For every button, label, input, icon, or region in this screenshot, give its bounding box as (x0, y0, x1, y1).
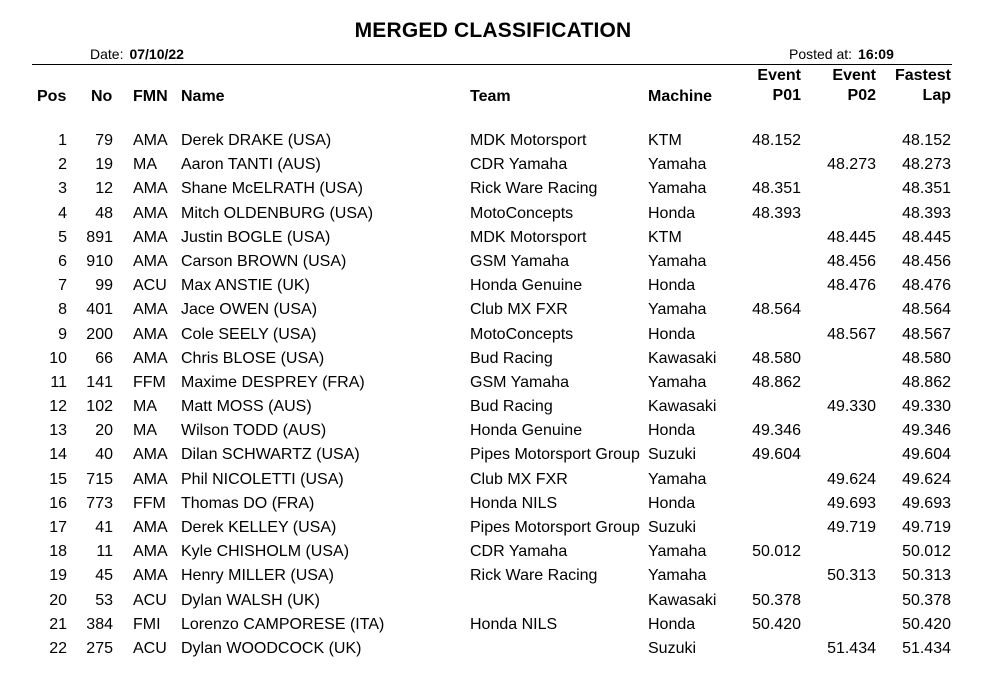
header-name: Name (181, 88, 225, 105)
cell-event-p02: 51.434 (827, 639, 876, 657)
header-fastest-top: Fastest (894, 67, 951, 84)
cell-event-p01: 48.393 (752, 204, 801, 222)
cell-fmn: FMI (133, 615, 161, 633)
posted-label: Posted at: (789, 46, 853, 62)
cell-fmn: ACU (133, 639, 167, 657)
cell-name: Maxime DESPREY (FRA) (181, 373, 365, 391)
cell-name: Wilson TODD (AUS) (181, 422, 327, 440)
cell-machine: KTM (648, 132, 682, 149)
cell-team: Honda NILS (470, 494, 558, 512)
cell-pos: 13 (49, 422, 67, 440)
cell-no: 66 (95, 349, 113, 367)
cell-fastest-lap: 49.719 (902, 519, 951, 536)
cell-name: Chris BLOSE (USA) (181, 349, 325, 367)
cell-fastest-lap: 48.152 (902, 132, 951, 149)
cell-pos: 14 (49, 446, 67, 464)
classification-table-body (0, 129, 986, 661)
header-no: No (91, 88, 113, 105)
cell-name: Dylan WOODCOCK (UK) (181, 639, 362, 657)
cell-name: Dylan WALSH (UK) (181, 591, 320, 609)
cell-machine: Suzuki (648, 446, 697, 464)
header-event-p01-bottom: P01 (772, 87, 801, 104)
cell-fastest-lap: 48.564 (902, 301, 951, 319)
table-row (0, 153, 986, 177)
cell-machine: Honda (648, 325, 696, 343)
cell-team: Club MX FXR (470, 301, 568, 319)
cell-event-p02: 49.330 (827, 398, 876, 416)
date-label: Date: (90, 46, 124, 62)
cell-team: Pipes Motorsport Group (470, 446, 640, 464)
cell-pos: 10 (49, 349, 67, 367)
cell-fastest-lap: 48.445 (902, 228, 951, 246)
cell-fmn: AMA (133, 132, 168, 149)
cell-fmn: ACU (133, 277, 167, 295)
table-row (0, 443, 986, 467)
cell-no: 99 (95, 277, 113, 295)
cell-machine: Kawasaki (648, 591, 717, 609)
cell-name: Jace OWEN (USA) (181, 301, 318, 319)
cell-pos: 7 (58, 277, 67, 295)
table-row (0, 371, 986, 395)
cell-no: 200 (86, 325, 113, 343)
header-event-p02-bottom: P02 (847, 87, 876, 104)
cell-fastest-lap: 49.693 (902, 494, 951, 512)
cell-machine: Honda (648, 204, 696, 222)
cell-event-p02: 48.476 (827, 277, 876, 295)
cell-team: Honda NILS (470, 615, 558, 633)
date-info (90, 46, 184, 62)
cell-team: MotoConcepts (470, 204, 574, 222)
cell-fastest-lap: 48.393 (902, 204, 951, 222)
cell-name: Thomas DO (FRA) (181, 494, 315, 512)
cell-no: 891 (86, 228, 113, 246)
cell-fastest-lap: 50.313 (902, 567, 951, 585)
cell-name: Derek DRAKE (USA) (181, 132, 332, 149)
cell-no: 41 (95, 519, 113, 536)
cell-event-p01: 49.346 (752, 422, 801, 440)
cell-event-p01: 50.012 (752, 543, 801, 561)
table-row (0, 347, 986, 371)
cell-machine: Yamaha (648, 156, 707, 174)
cell-pos: 5 (58, 228, 67, 246)
cell-no: 275 (86, 639, 113, 657)
cell-machine: Kawasaki (648, 349, 717, 367)
cell-machine: Kawasaki (648, 398, 717, 416)
cell-fmn: AMA (133, 325, 168, 343)
cell-name: Lorenzo CAMPORESE (ITA) (181, 615, 385, 633)
cell-name: Carson BROWN (USA) (181, 252, 347, 270)
cell-team: CDR Yamaha (470, 156, 568, 174)
header-fastest-bottom: Lap (922, 87, 951, 104)
table-row (0, 540, 986, 564)
cell-pos: 20 (49, 591, 67, 609)
cell-name: Henry MILLER (USA) (181, 567, 334, 585)
cell-no: 12 (95, 180, 113, 198)
cell-no: 53 (95, 591, 113, 609)
cell-fmn: FFM (133, 373, 166, 391)
header-rule (32, 64, 952, 65)
cell-pos: 11 (50, 373, 67, 391)
date-value: 07/10/22 (129, 46, 184, 62)
cell-fmn: MA (133, 422, 157, 440)
cell-pos: 4 (58, 204, 67, 222)
cell-machine: Yamaha (648, 543, 707, 561)
cell-fmn: ACU (133, 591, 167, 609)
cell-pos: 12 (49, 398, 67, 416)
cell-machine: Yamaha (648, 252, 707, 270)
cell-fmn: AMA (133, 446, 168, 464)
table-row (0, 468, 986, 492)
header-machine: Machine (648, 88, 713, 105)
cell-name: Justin BOGLE (USA) (181, 228, 331, 246)
cell-name: Aaron TANTI (AUS) (181, 156, 321, 174)
cell-team: GSM Yamaha (470, 252, 570, 270)
cell-event-p01: 48.351 (752, 180, 801, 198)
cell-fmn: AMA (133, 180, 168, 198)
cell-event-p02: 49.693 (827, 494, 876, 512)
cell-team: Honda Genuine (470, 277, 583, 295)
cell-machine: Yamaha (648, 470, 707, 488)
cell-fastest-lap: 48.456 (902, 252, 951, 270)
cell-fmn: AMA (133, 204, 168, 222)
cell-team: Rick Ware Racing (470, 180, 598, 198)
cell-machine: Honda (648, 615, 696, 633)
cell-team: Bud Racing (470, 398, 553, 416)
cell-machine: Suzuki (648, 519, 697, 536)
header-event-p02-top: Event (832, 67, 876, 84)
header-fmn: FMN (133, 88, 168, 105)
cell-event-p01: 48.564 (752, 301, 801, 319)
cell-no: 45 (95, 567, 113, 585)
cell-pos: 18 (49, 543, 67, 561)
table-row (0, 226, 986, 250)
cell-team: Pipes Motorsport Group (470, 519, 640, 536)
cell-no: 20 (95, 422, 113, 440)
cell-fastest-lap: 49.330 (902, 398, 951, 416)
cell-pos: 21 (49, 615, 67, 633)
cell-event-p02: 48.456 (827, 252, 876, 270)
cell-no: 715 (86, 470, 113, 488)
cell-event-p01: 48.862 (752, 373, 801, 391)
table-row (0, 419, 986, 443)
cell-name: Kyle CHISHOLM (USA) (181, 543, 350, 561)
cell-fastest-lap: 49.624 (902, 470, 951, 488)
cell-no: 19 (95, 156, 113, 174)
page-title: MERGED CLASSIFICATION (354, 19, 632, 42)
cell-no: 401 (86, 301, 113, 319)
cell-no: 773 (86, 494, 113, 512)
cell-fmn: FFM (133, 494, 166, 512)
cell-event-p02: 48.445 (827, 228, 876, 246)
posted-info (789, 46, 894, 62)
header-event-p01-top: Event (757, 67, 801, 84)
cell-name: Matt MOSS (AUS) (181, 398, 312, 416)
cell-name: Cole SEELY (USA) (181, 325, 317, 343)
cell-event-p01: 48.152 (752, 132, 801, 149)
cell-team: MotoConcepts (470, 325, 574, 343)
cell-machine: Yamaha (648, 301, 707, 319)
cell-fmn: AMA (133, 470, 168, 488)
cell-pos: 1 (58, 132, 67, 149)
cell-team: MDK Motorsport (470, 132, 587, 149)
cell-fmn: AMA (133, 301, 168, 319)
posted-value: 16:09 (858, 46, 894, 62)
cell-event-p02: 49.624 (827, 470, 876, 488)
cell-no: 384 (86, 615, 113, 633)
cell-fastest-lap: 50.012 (902, 543, 951, 561)
cell-event-p01: 50.378 (752, 591, 801, 609)
cell-event-p01: 50.420 (752, 615, 801, 633)
header-event-p01 (742, 66, 801, 106)
cell-event-p02: 50.313 (827, 567, 876, 585)
table-row (0, 129, 986, 153)
cell-pos: 19 (49, 567, 67, 585)
cell-no: 79 (95, 132, 113, 149)
cell-fmn: MA (133, 398, 157, 416)
cell-fmn: AMA (133, 567, 168, 585)
cell-team: Club MX FXR (470, 470, 568, 488)
cell-no: 40 (95, 446, 113, 464)
cell-fastest-lap: 50.378 (902, 591, 951, 609)
cell-team: MDK Motorsport (470, 228, 587, 246)
cell-event-p02: 49.719 (827, 519, 876, 536)
cell-fastest-lap: 49.346 (902, 422, 951, 440)
cell-fastest-lap: 49.604 (902, 446, 951, 464)
cell-event-p02: 48.273 (827, 156, 876, 174)
cell-no: 141 (86, 373, 113, 391)
cell-machine: Suzuki (648, 639, 697, 657)
header-pos: Pos (37, 88, 67, 105)
cell-fmn: AMA (133, 228, 168, 246)
cell-pos: 15 (49, 470, 67, 488)
cell-fastest-lap: 48.580 (902, 349, 951, 367)
cell-no: 102 (86, 398, 113, 416)
cell-machine: Yamaha (648, 567, 707, 585)
header-event-p02 (818, 66, 876, 106)
cell-pos: 8 (58, 301, 67, 319)
header-team: Team (470, 88, 511, 105)
table-row (0, 516, 986, 540)
cell-machine: Yamaha (648, 180, 707, 198)
cell-event-p01: 49.604 (752, 446, 801, 464)
cell-fastest-lap: 48.476 (902, 277, 951, 295)
cell-name: Dilan SCHWARTZ (USA) (181, 446, 360, 464)
cell-name: Phil NICOLETTI (USA) (181, 470, 344, 488)
cell-fastest-lap: 48.351 (902, 180, 951, 198)
cell-team: Honda Genuine (470, 422, 583, 440)
cell-fmn: AMA (133, 543, 168, 561)
cell-fmn: MA (133, 156, 157, 174)
cell-name: Max ANSTIE (UK) (181, 277, 310, 295)
cell-no: 11 (96, 543, 113, 561)
cell-fastest-lap: 50.420 (902, 615, 951, 633)
table-row (0, 274, 986, 298)
cell-fastest-lap: 51.434 (902, 639, 951, 657)
table-header (0, 66, 986, 108)
cell-machine: Honda (648, 277, 696, 295)
cell-team: GSM Yamaha (470, 373, 570, 391)
table-row (0, 613, 986, 637)
table-row (0, 298, 986, 322)
table-row (0, 177, 986, 201)
table-row (0, 492, 986, 516)
table-row (0, 637, 986, 661)
cell-event-p01: 48.580 (752, 349, 801, 367)
cell-no: 48 (95, 204, 113, 222)
cell-fastest-lap: 48.567 (902, 325, 951, 343)
cell-fmn: AMA (133, 519, 168, 536)
cell-name: Derek KELLEY (USA) (181, 519, 337, 536)
table-row (0, 395, 986, 419)
table-row (0, 323, 986, 347)
cell-pos: 22 (49, 639, 67, 657)
cell-pos: 17 (49, 519, 67, 536)
cell-pos: 9 (58, 325, 67, 343)
cell-team: Bud Racing (470, 349, 553, 367)
header-fastest-lap (892, 66, 951, 106)
cell-fmn: AMA (133, 252, 168, 270)
cell-pos: 2 (58, 156, 67, 174)
cell-machine: Yamaha (648, 373, 707, 391)
cell-fastest-lap: 48.273 (902, 156, 951, 174)
cell-machine: Honda (648, 494, 696, 512)
table-row (0, 589, 986, 613)
cell-name: Mitch OLDENBURG (USA) (181, 204, 374, 222)
cell-machine: KTM (648, 228, 682, 246)
table-row (0, 202, 986, 226)
cell-machine: Honda (648, 422, 696, 440)
cell-pos: 3 (58, 180, 67, 198)
cell-fastest-lap: 48.862 (902, 373, 951, 391)
table-row (0, 250, 986, 274)
table-row (0, 564, 986, 588)
cell-pos: 6 (58, 252, 67, 270)
cell-team: CDR Yamaha (470, 543, 568, 561)
cell-name: Shane McELRATH (USA) (181, 180, 363, 198)
cell-fmn: AMA (133, 349, 168, 367)
cell-pos: 16 (49, 494, 67, 512)
cell-no: 910 (86, 252, 113, 270)
cell-team: Rick Ware Racing (470, 567, 598, 585)
cell-event-p02: 48.567 (827, 325, 876, 343)
